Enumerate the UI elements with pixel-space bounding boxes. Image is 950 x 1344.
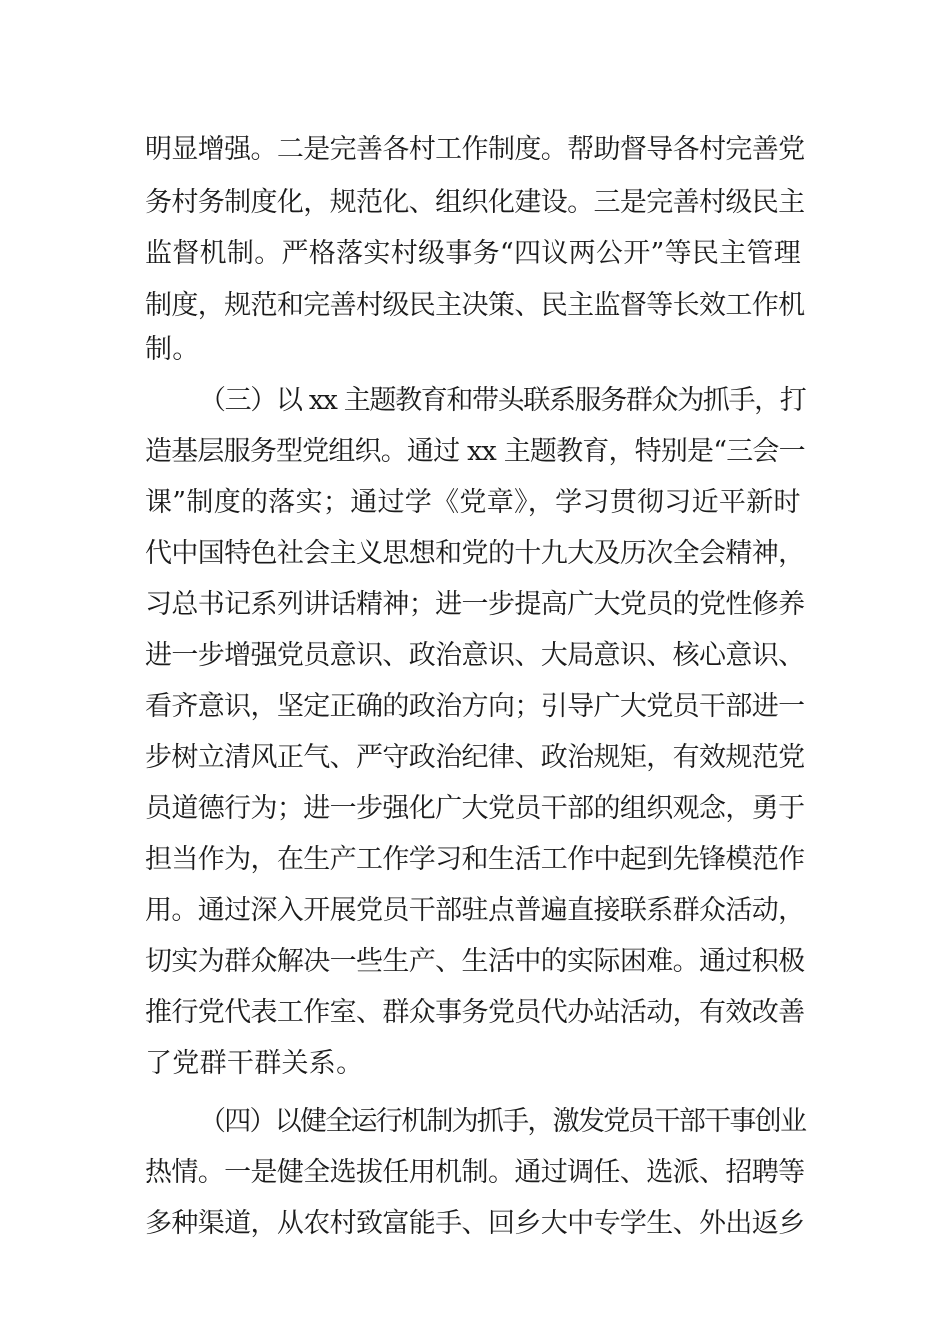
text-line: 看齐意识，坚定正确的政治方向；引导广大党员干部进一 xyxy=(145,691,805,722)
text-line: 进一步增强党员意识、政治意识、大局意识、核心意识、 xyxy=(145,640,805,671)
text-line: 热情。一是健全选拔任用机制。通过调任、选派、招聘等 xyxy=(145,1157,805,1188)
text-line: 代中国特色社会主义思想和党的十九大及历次全会精神， xyxy=(145,538,805,569)
text-line: 监督机制。严格落实村级事务“四议两公开”等民主管理 xyxy=(145,238,802,269)
text-line: 员道德行为；进一步强化广大党员干部的组织观念，勇于 xyxy=(145,793,805,824)
text-line: 习总书记系列讲话精神；进一步提高广大党员的党性修养 xyxy=(145,589,805,620)
text-line: 用。通过深入开展党员干部驻点普遍直接联系群众活动， xyxy=(145,895,805,926)
section-3-heading-line: （三）以 xx 主题教育和带头联系服务群众为抓手，打 xyxy=(199,385,806,416)
text-line: 步树立清风正气、严守政治纪律、政治规矩，有效规范党 xyxy=(145,742,805,773)
text-line: 明显增强。二是完善各村工作制度。帮助督导各村完善党 xyxy=(145,134,805,165)
text-line: 推行党代表工作室、群众事务党员代办站活动，有效改善 xyxy=(145,997,805,1028)
text-line: 制。 xyxy=(145,334,200,365)
text-line: 多种渠道，从农村致富能手、回乡大中专学生、外出返乡 xyxy=(145,1208,805,1239)
text-line: 造基层服务型党组织。通过 xx 主题教育，特别是“三会一 xyxy=(145,436,805,467)
text-line: 制度，规范和完善村级民主决策、民主监督等长效工作机 xyxy=(145,290,805,321)
text-line: 担当作为，在生产工作学习和生活工作中起到先锋模范作 xyxy=(145,844,805,875)
text-line: 切实为群众解决一些生产、生活中的实际困难。通过积极 xyxy=(145,946,805,977)
section-4-heading-line: （四）以健全运行机制为抓手，激发党员干部干事创业 xyxy=(199,1106,806,1137)
text-line: 务村务制度化，规范化、组织化建设。三是完善村级民主 xyxy=(145,187,805,218)
text-line: 了党群干群关系。 xyxy=(145,1048,364,1079)
text-line: 课”制度的落实；通过学《党章》，学习贯彻习近平新时 xyxy=(145,487,801,518)
